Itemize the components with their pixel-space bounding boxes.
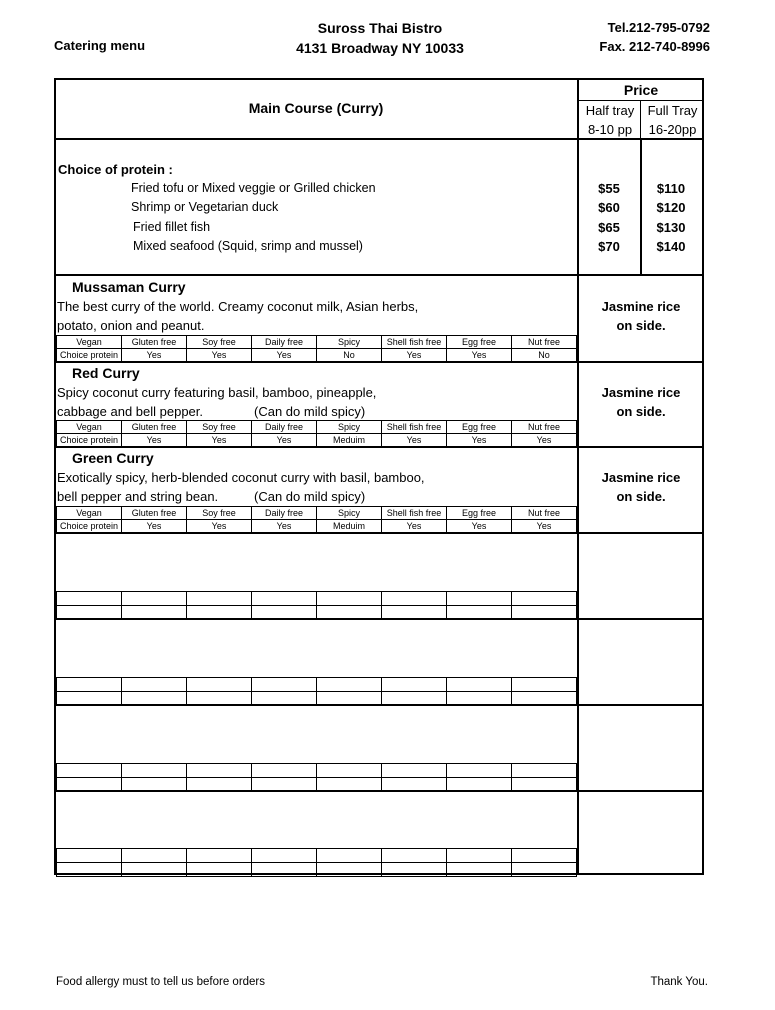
half-tray-price: $70 — [598, 239, 620, 254]
attr-value: Yes — [512, 434, 577, 447]
protein-section-bottom — [55, 274, 703, 276]
attr-value: Choice protein — [57, 434, 122, 447]
full-tray-header — [642, 101, 703, 139]
attr-header: Spicy — [317, 507, 382, 520]
empty-attribute-table — [56, 763, 577, 792]
attr-value: Meduim — [317, 434, 382, 447]
attr-header: Daily free — [252, 336, 317, 349]
attr-header: Spicy — [317, 336, 382, 349]
side-note-line: Jasmine rice — [601, 299, 681, 314]
half-tray-price: $65 — [598, 220, 620, 235]
full-tray-size: 16-20pp — [648, 122, 697, 137]
full-tray-label: Full Tray — [647, 103, 698, 118]
dish-note: (Can do mild spicy) — [254, 489, 366, 504]
side-note — [580, 297, 702, 335]
attr-header: Soy free — [187, 336, 252, 349]
attribute-table — [56, 335, 577, 362]
attr-header: Nut free — [512, 507, 577, 520]
attr-header: Gluten free — [122, 507, 187, 520]
attribute-value-row — [57, 520, 577, 533]
attr-header: Daily free — [252, 421, 317, 434]
attr-header: Egg free — [447, 507, 512, 520]
attr-header: Vegan — [57, 421, 122, 434]
attr-value: Yes — [187, 349, 252, 362]
side-note-line: Jasmine rice — [601, 470, 681, 485]
tray-header-divider — [640, 100, 641, 140]
attr-value: Yes — [382, 349, 447, 362]
restaurant-address: 4131 Broadway NY 10033 — [296, 40, 464, 56]
attribute-table — [56, 506, 577, 533]
attr-value: Choice protein — [57, 349, 122, 362]
attribute-table — [56, 420, 577, 447]
attr-value: Yes — [447, 349, 512, 362]
attr-value: Yes — [447, 520, 512, 533]
attr-header: Daily free — [252, 507, 317, 520]
attr-value: No — [512, 349, 577, 362]
protein-option: Fried fillet fish — [133, 220, 211, 234]
attr-header: Gluten free — [122, 421, 187, 434]
dish-name: Mussaman Curry — [72, 279, 186, 295]
attribute-header-row — [57, 336, 577, 349]
catering-menu-label: Catering menu — [54, 38, 146, 53]
half-tray-price: $55 — [598, 181, 620, 196]
attribute-header-row — [57, 421, 577, 434]
dish-description: Spicy coconut curry featuring basil, bamboo, pineapple, — [57, 385, 377, 400]
empty-attribute-table — [56, 677, 577, 706]
dish-name: Green Curry — [72, 450, 154, 466]
attr-header: Soy free — [187, 421, 252, 434]
allergy-notice: Food allergy must to tell us before orders — [56, 976, 266, 988]
side-note-line: on side. — [616, 318, 666, 333]
fax: Fax. 212-740-8996 — [599, 39, 710, 54]
attr-header: Vegan — [57, 507, 122, 520]
attr-header: Spicy — [317, 421, 382, 434]
protein-option: Shrimp or Vegetarian duck — [131, 200, 279, 214]
dish-note: (Can do mild spicy) — [254, 404, 366, 419]
thank-you: Thank You. — [650, 976, 708, 988]
attr-value: Yes — [122, 434, 187, 447]
price-column-divider — [577, 79, 579, 875]
side-note-line: on side. — [616, 404, 666, 419]
attr-value: Yes — [252, 520, 317, 533]
attr-value: Meduim — [317, 520, 382, 533]
attr-value: Yes — [187, 434, 252, 447]
attr-value: Yes — [382, 520, 447, 533]
dish-description: The best curry of the world. Creamy coconut milk, Asian herbs, — [57, 299, 419, 314]
protein-option: Mixed seafood (Squid, srimp and mussel) — [133, 239, 363, 253]
attr-header: Shell fish free — [382, 421, 447, 434]
side-note — [580, 383, 702, 421]
attr-value: No — [317, 349, 382, 362]
protein-option: Fried tofu or Mixed veggie or Grilled chicken — [131, 181, 376, 195]
full-tray-price: $110 — [656, 181, 686, 196]
attr-header: Nut free — [512, 336, 577, 349]
attr-header: Soy free — [187, 507, 252, 520]
side-note-line: Jasmine rice — [601, 385, 681, 400]
attr-value: Yes — [382, 434, 447, 447]
attr-value: Yes — [512, 520, 577, 533]
attr-header: Nut free — [512, 421, 577, 434]
dish-name: Red Curry — [72, 365, 140, 381]
empty-attribute-table — [56, 591, 577, 620]
protein-title: Choice of protein : — [58, 162, 173, 177]
attr-value: Yes — [447, 434, 512, 447]
attr-header: Vegan — [57, 336, 122, 349]
attr-value: Yes — [122, 349, 187, 362]
telephone: Tel.212-795-0792 — [607, 20, 710, 35]
dish-description: Exotically spicy, herb-blended coconut curry with basil, bamboo, — [57, 470, 425, 485]
attr-value: Yes — [122, 520, 187, 533]
attr-header: Shell fish free — [382, 507, 447, 520]
full-tray-price: $120 — [656, 200, 686, 215]
price-title: Price — [623, 82, 659, 98]
attr-header: Shell fish free — [382, 336, 447, 349]
attr-header: Egg free — [447, 336, 512, 349]
attr-value: Choice protein — [57, 520, 122, 533]
half-tray-size: 8-10 pp — [587, 122, 633, 137]
dish-description: cabbage and bell pepper. — [57, 404, 204, 419]
section-title: Main Course (Curry) — [248, 100, 384, 116]
restaurant-name: Suross Thai Bistro — [317, 20, 443, 36]
attr-header: Gluten free — [122, 336, 187, 349]
attr-value: Yes — [252, 434, 317, 447]
full-tray-price: $140 — [656, 239, 686, 254]
attr-value: Yes — [187, 520, 252, 533]
half-tray-price: $60 — [598, 200, 620, 215]
contact-info — [560, 18, 710, 56]
side-note-line: on side. — [616, 489, 666, 504]
attribute-value-row — [57, 434, 577, 447]
attr-value: Yes — [252, 349, 317, 362]
side-note — [580, 468, 702, 506]
half-tray-label: Half tray — [585, 103, 635, 118]
half-tray-header — [580, 101, 640, 139]
restaurant-header — [260, 18, 500, 58]
dish-description: bell pepper and string bean. — [57, 489, 219, 504]
empty-attribute-table — [56, 848, 577, 877]
attr-header: Egg free — [447, 421, 512, 434]
attribute-value-row — [57, 349, 577, 362]
dish-description: potato, onion and peanut. — [57, 318, 205, 333]
attribute-header-row — [57, 507, 577, 520]
full-tray-price: $130 — [656, 220, 686, 235]
